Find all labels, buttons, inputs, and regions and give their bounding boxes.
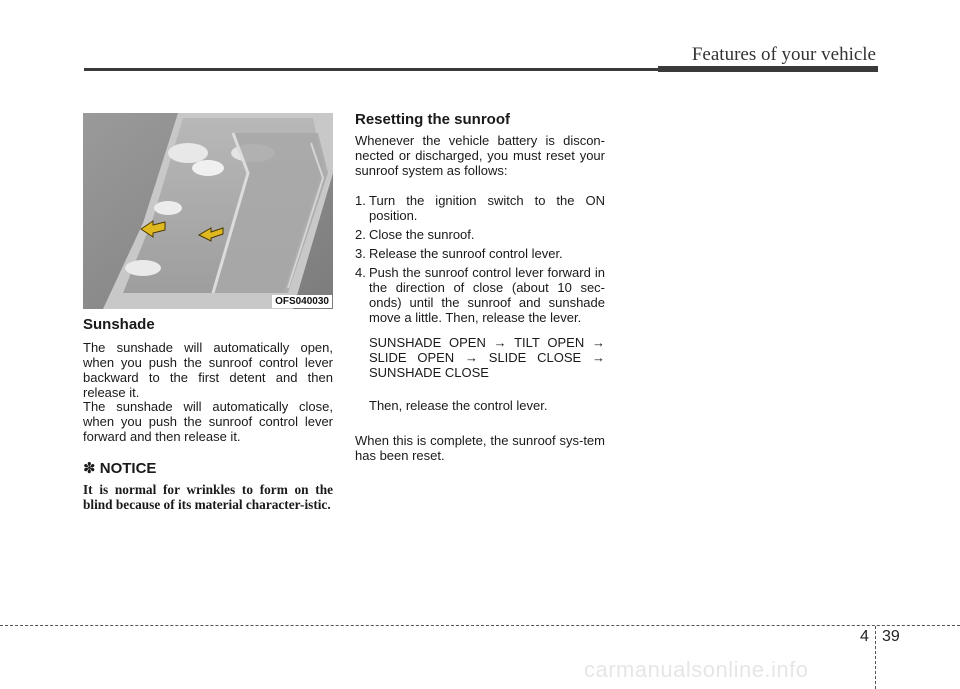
header-rule-accent: [658, 66, 878, 72]
reset-steps: [355, 193, 605, 329]
release-instruction: Then, release the control lever.: [369, 398, 548, 413]
chapter-number: 4: [860, 628, 869, 645]
list-item: [355, 265, 605, 325]
step-text: Turn the ignition switch to the ON position.: [369, 193, 605, 223]
sunshade-open-paragraph: The sunshade will automatically open, when you push the sunroof control lever backward to the first detent and then release it.: [83, 340, 333, 400]
notice-body: It is normal for wrinkles to form on the blind because of its material character-istic.: [83, 482, 333, 512]
page-divider: [875, 626, 877, 689]
page-number: 39: [882, 628, 900, 645]
sunroof-drawing: [83, 113, 333, 309]
sunshade-heading: Sunshade: [83, 316, 155, 333]
step-text: Release the sunroof control lever.: [369, 246, 563, 261]
sunshade-close-paragraph: The sunshade will automatically close, when you push the sunroof control lever forward and then release it.: [83, 399, 333, 444]
footer-rule: [0, 625, 960, 626]
notice-heading: ✽ NOTICE: [83, 460, 157, 477]
list-item: [355, 193, 605, 223]
watermark: carmanualsonline.info: [584, 657, 809, 682]
step-text: Push the sunroof control lever forward in the direction of close (about 10 sec-onds) until the sunroof and sunshade move a little. Then, release the lever.: [369, 265, 605, 325]
list-item: [355, 227, 605, 242]
step-number: 4.: [355, 265, 366, 280]
step-number: 1.: [355, 193, 366, 208]
figure-code: OFS040030: [272, 295, 332, 308]
step-number: 3.: [355, 246, 366, 261]
completion-text: When this is complete, the sunroof sys-tem has been reset.: [355, 433, 605, 463]
list-item: [355, 246, 605, 261]
header-title: Features of your vehicle: [691, 44, 876, 65]
step-number: 2.: [355, 227, 366, 242]
sequence-text: SUNSHADE OPEN → TILT OPEN → SLIDE OPEN → SLIDE CLOSE → SUNSHADE CLOSE: [369, 335, 605, 380]
reset-intro: Whenever the vehicle battery is discon-nected or discharged, you must reset your sunroof system as follows:: [355, 133, 605, 178]
reset-heading: Resetting the sunroof: [355, 111, 511, 128]
step-text: Close the sunroof.: [369, 227, 475, 242]
sunroof-illustration: [83, 113, 333, 309]
